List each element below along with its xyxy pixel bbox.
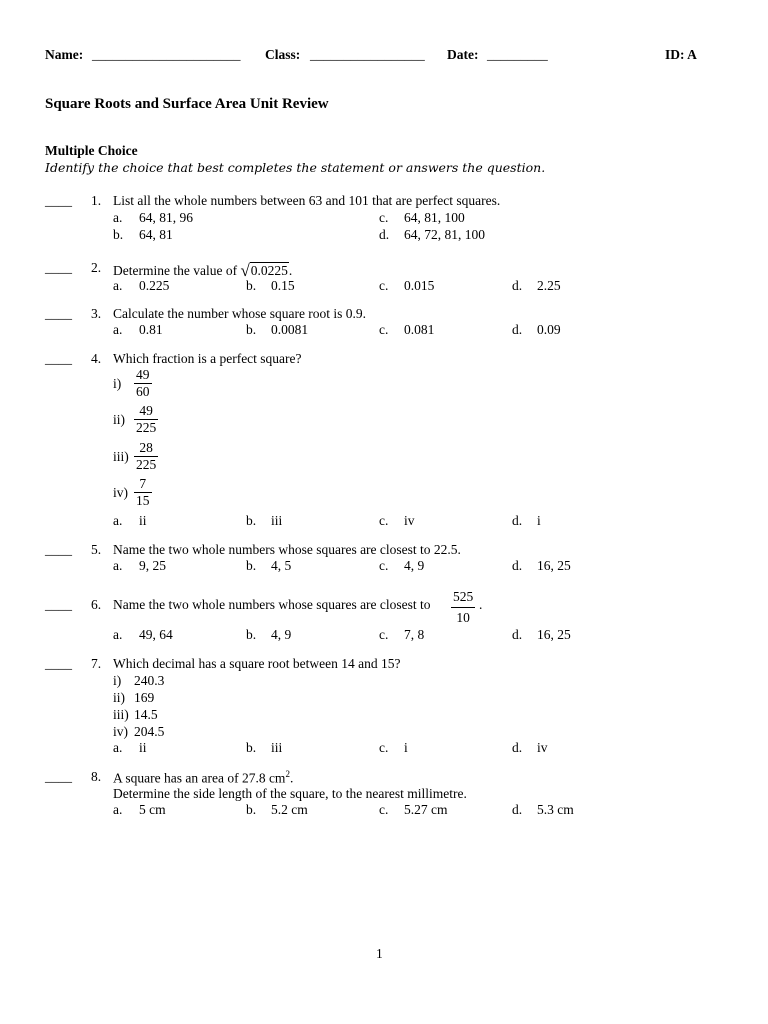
question-text: Which fraction is a perfect square? bbox=[113, 351, 302, 366]
option-text: 204.5 bbox=[134, 724, 165, 739]
option-text: 169 bbox=[134, 690, 155, 705]
choice-text: 0.225 bbox=[139, 278, 170, 293]
radicand: 0.0225 bbox=[250, 263, 288, 278]
choice-letter: d. bbox=[512, 802, 523, 817]
answer-blank[interactable]: ____ bbox=[45, 769, 72, 784]
question-text bbox=[113, 769, 293, 787]
fraction bbox=[451, 587, 475, 628]
choice-text: 64, 81 bbox=[139, 227, 173, 242]
option-label: iv) bbox=[113, 724, 128, 739]
choice-letter: d. bbox=[512, 558, 523, 573]
superscript: 2 bbox=[285, 769, 290, 779]
question-number: 4. bbox=[91, 351, 102, 366]
square-root-expression bbox=[240, 260, 288, 280]
choice-text: 16, 25 bbox=[537, 558, 571, 573]
choice-letter: c. bbox=[379, 558, 389, 573]
section-heading: Multiple Choice bbox=[45, 143, 138, 158]
fraction bbox=[134, 403, 158, 436]
question-number: 3. bbox=[91, 306, 102, 321]
choice-letter: c. bbox=[379, 627, 389, 642]
name-blank[interactable]: ______________________ bbox=[92, 47, 241, 62]
choice-text: i bbox=[537, 513, 541, 528]
choice-text: 5.2 cm bbox=[271, 802, 308, 817]
option-label: ii) bbox=[113, 412, 125, 427]
question-text-start: A square has an area of 27.8 cm bbox=[113, 770, 286, 786]
choice-letter: c. bbox=[379, 278, 389, 293]
choice-letter: c. bbox=[379, 740, 389, 755]
choice-letter: b. bbox=[246, 278, 257, 293]
page-number: 1 bbox=[376, 946, 383, 961]
option-label: ii) bbox=[113, 690, 125, 705]
question-number: 2. bbox=[91, 260, 102, 275]
fraction-numerator: 49 bbox=[136, 367, 150, 382]
choice-text: 4, 9 bbox=[404, 558, 425, 573]
choice-letter: b. bbox=[246, 627, 257, 642]
choice-letter: a. bbox=[113, 627, 123, 642]
option-text: 240.3 bbox=[134, 673, 165, 688]
choice-letter: b. bbox=[246, 802, 257, 817]
choice-text: iv bbox=[404, 513, 415, 528]
fraction-numerator: 49 bbox=[139, 403, 153, 418]
choice-text: 49, 64 bbox=[139, 627, 173, 642]
choice-text: 64, 81, 96 bbox=[139, 210, 193, 225]
choice-letter: c. bbox=[379, 322, 389, 337]
choice-text: 64, 81, 100 bbox=[404, 210, 465, 225]
question-text: Which decimal has a square root between 14 and 15? bbox=[113, 656, 401, 671]
answer-blank[interactable]: ____ bbox=[45, 193, 72, 208]
choice-text: 5.3 cm bbox=[537, 802, 574, 817]
question-number: 6. bbox=[91, 597, 102, 612]
choice-letter: a. bbox=[113, 322, 123, 337]
choice-text: iv bbox=[537, 740, 548, 755]
choice-text: 2.25 bbox=[537, 278, 561, 293]
answer-blank[interactable]: ____ bbox=[45, 306, 72, 321]
fraction bbox=[134, 476, 152, 509]
question-text-end: . bbox=[289, 770, 294, 786]
question-text bbox=[113, 260, 292, 280]
choice-letter: a. bbox=[113, 210, 123, 225]
answer-blank[interactable]: ____ bbox=[45, 351, 72, 366]
question-number: 5. bbox=[91, 542, 102, 557]
choice-letter: a. bbox=[113, 558, 123, 573]
choice-letter: b. bbox=[246, 513, 257, 528]
id-label: ID: A bbox=[665, 47, 697, 62]
option-label: i) bbox=[113, 376, 122, 391]
question-text-end: . bbox=[479, 597, 483, 612]
answer-blank[interactable]: ____ bbox=[45, 542, 72, 557]
choice-text: 7, 8 bbox=[404, 627, 425, 642]
choice-letter: d. bbox=[512, 627, 523, 642]
choice-text: 0.09 bbox=[537, 322, 561, 337]
fraction-denominator: 15 bbox=[136, 493, 150, 508]
answer-blank[interactable]: ____ bbox=[45, 597, 72, 612]
question-text: List all the whole numbers between 63 and 101 that are perfect squares. bbox=[113, 193, 501, 208]
choice-text: iii bbox=[271, 740, 283, 755]
choice-text: i bbox=[404, 740, 408, 755]
choice-text: 9, 25 bbox=[139, 558, 166, 573]
name-label: Name: bbox=[45, 47, 84, 62]
choice-text: 0.81 bbox=[139, 322, 163, 337]
fraction-denominator: 10 bbox=[451, 607, 475, 628]
choice-text: ii bbox=[139, 513, 147, 528]
fraction-numerator: 525 bbox=[453, 589, 474, 604]
choice-letter: a. bbox=[113, 278, 123, 293]
choice-text: ii bbox=[139, 740, 147, 755]
choice-text: 64, 72, 81, 100 bbox=[404, 227, 485, 242]
choice-text: 5 cm bbox=[139, 802, 166, 817]
choice-letter: b. bbox=[246, 740, 257, 755]
choice-letter: a. bbox=[113, 802, 123, 817]
answer-blank[interactable]: ____ bbox=[45, 260, 72, 275]
fraction bbox=[134, 440, 158, 473]
choice-letter: a. bbox=[113, 513, 123, 528]
option-text: 14.5 bbox=[134, 707, 158, 722]
choice-text: 16, 25 bbox=[537, 627, 571, 642]
answer-blank[interactable]: ____ bbox=[45, 656, 72, 671]
question-number: 7. bbox=[91, 656, 102, 671]
question-text-start: Determine the value of bbox=[113, 263, 238, 278]
option-label: i) bbox=[113, 673, 122, 688]
page-title: Square Roots and Surface Area Unit Review bbox=[45, 96, 329, 112]
question-number: 1. bbox=[91, 193, 102, 208]
choice-letter: a. bbox=[113, 740, 123, 755]
choice-text: iii bbox=[271, 513, 283, 528]
choice-text: 5.27 cm bbox=[404, 802, 448, 817]
choice-text: 4, 9 bbox=[271, 627, 292, 642]
choice-text: 0.015 bbox=[404, 278, 435, 293]
fraction-denominator: 225 bbox=[136, 420, 157, 435]
choice-text: 4, 5 bbox=[271, 558, 292, 573]
class-label: Class: bbox=[265, 47, 301, 62]
choice-text: 0.081 bbox=[404, 322, 435, 337]
choice-text: 0.15 bbox=[271, 278, 295, 293]
option-label: iv) bbox=[113, 485, 128, 500]
question-text-line-2: Determine the side length of the square, to the nearest millimetre. bbox=[113, 786, 467, 801]
question-text: Calculate the number whose square root is 0.9. bbox=[113, 306, 367, 321]
date-label: Date: bbox=[447, 47, 479, 62]
choice-letter: b. bbox=[246, 558, 257, 573]
question-number: 8. bbox=[91, 769, 102, 784]
question-text: Name the two whole numbers whose squares are closest to bbox=[113, 597, 431, 612]
choice-letter: c. bbox=[379, 513, 389, 528]
choice-letter: c. bbox=[379, 210, 389, 225]
fraction-denominator: 60 bbox=[136, 384, 150, 399]
radical-icon: √ bbox=[240, 261, 250, 280]
fraction-denominator: 225 bbox=[136, 457, 157, 472]
class-blank[interactable]: _________________ bbox=[310, 47, 425, 62]
option-label: iii) bbox=[113, 707, 129, 722]
choice-letter: d. bbox=[379, 227, 390, 242]
choice-letter: d. bbox=[512, 322, 523, 337]
choice-letter: d. bbox=[512, 513, 523, 528]
choice-letter: b. bbox=[246, 322, 257, 337]
option-label: iii) bbox=[113, 449, 129, 464]
date-blank[interactable]: _________ bbox=[487, 47, 548, 62]
fraction-numerator: 28 bbox=[139, 440, 153, 455]
question-text-end: . bbox=[288, 263, 293, 278]
choice-letter: b. bbox=[113, 227, 124, 242]
question-text: Name the two whole numbers whose squares are closest to 22.5. bbox=[113, 542, 461, 557]
fraction-numerator: 7 bbox=[139, 476, 147, 491]
choice-letter: c. bbox=[379, 802, 389, 817]
choice-text: 0.0081 bbox=[271, 322, 309, 337]
section-instructions: Identify the choice that best completes the statement or answers the question. bbox=[45, 160, 546, 175]
choice-letter: d. bbox=[512, 740, 523, 755]
fraction bbox=[134, 367, 152, 400]
choice-letter: d. bbox=[512, 278, 523, 293]
